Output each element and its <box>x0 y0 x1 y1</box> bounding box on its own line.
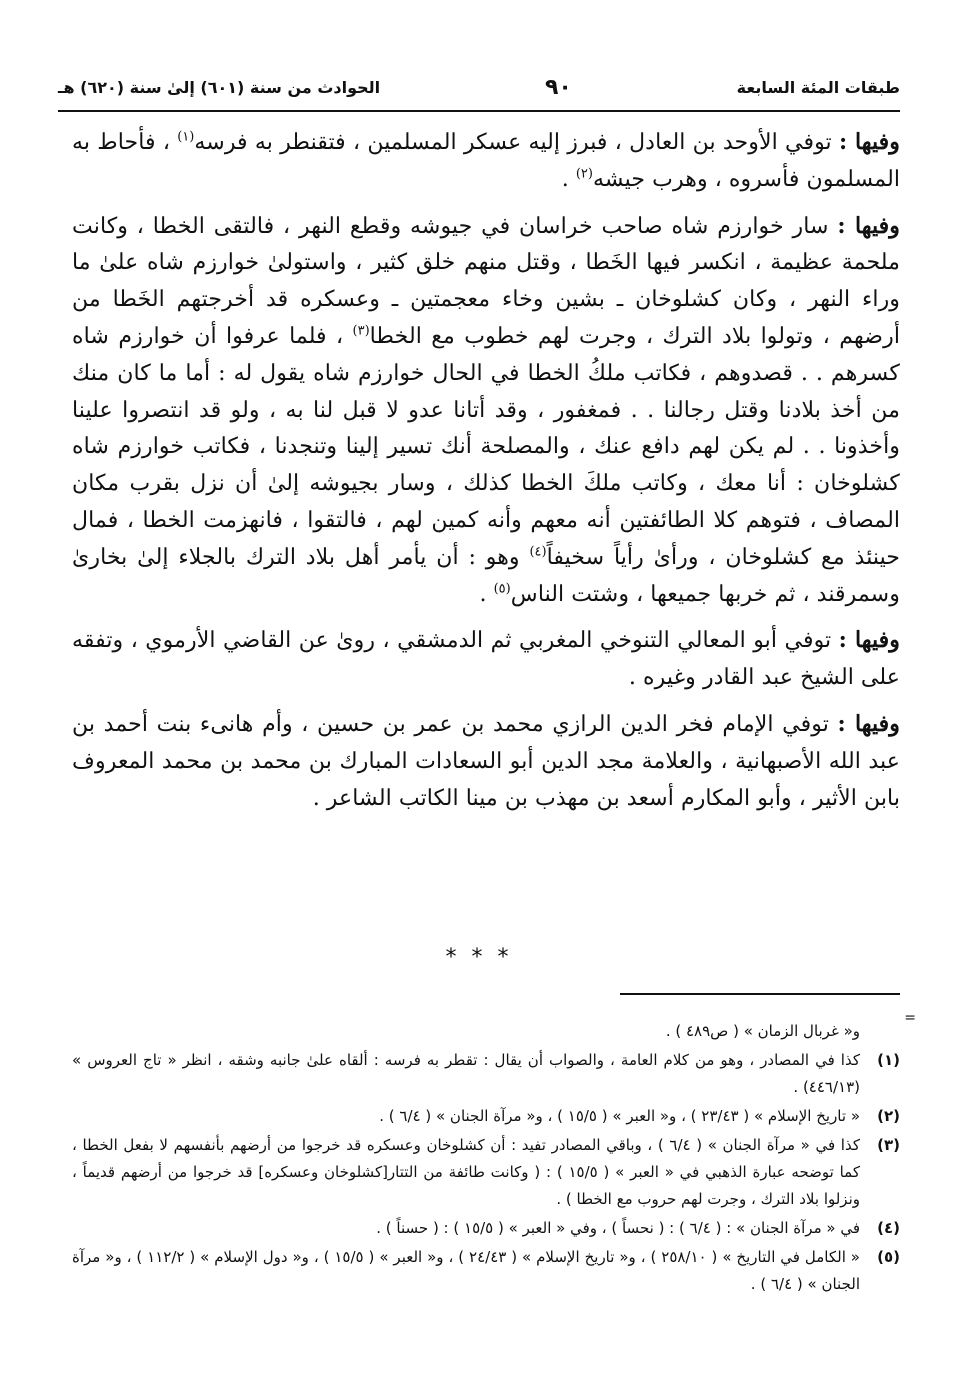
footnote-ref: (٣) <box>352 323 370 339</box>
footnote-text: في « مرآة الجنان » : ( ٦/٤ ) : ( نحساً ) ، وفي « العبر » ( ١٥/٥ ) : ( حسناً ) . <box>376 1219 860 1237</box>
paragraph-3 <box>72 622 900 696</box>
paragraph-1 <box>72 124 900 198</box>
header-book-title: طبقات المئة السابعة <box>736 77 900 97</box>
paragraph-lead: وفيها : <box>838 627 900 654</box>
footnote-number: (٢) <box>877 1107 900 1125</box>
paragraph-text: . <box>561 165 576 192</box>
footnote-ref: (٥) <box>493 581 511 597</box>
footnote <box>72 1244 900 1298</box>
paragraph-text: توفي الأوحد بن العادل ، فبرز إليه عسكر المسلمين ، فتقنطر به فرسه <box>194 129 839 155</box>
footnote-text: « الكامل في التاريخ » ( ٢٥٨/١٠ ) ، و« تاريخ الإسلام » ( ٢٤/٤٣ ) ، و« العبر » ( ١٥/٥ ) ، و« دول الإسلام » ( ١١٢/٢ ) ، و« مرآة الجنان » ( ٦/٤ ) . <box>72 1248 860 1293</box>
footnote-continuation-marker: = <box>904 1010 916 1026</box>
footnote-ref: (١) <box>177 129 195 145</box>
footnote-continuation: و« غربال الزمان » ( ص٤٨٩ ) . <box>665 1022 860 1040</box>
paragraph-text: ، فأحاط به المسلمون فأسروه ، وهرب جيشه <box>72 129 900 192</box>
paragraph-text: سار خوارزم شاه صاحب خراسان في جيوشه وقطع النهر ، فالتقى الخطا ، وكانت ملحمة عظيمة ، انكسر فيها الخَطا ، وقتل منهم خلق كثير ، واستولىٰ خوارزم شاه علىٰ ما وراء النهر ، وكان كشلوخان ـ بشين وخاء معجمتين ـ وعسكره قد أخرجتهم الخَطا من أرضهم ، وتولوا بلاد الترك ، وجرت لهم خطوب مع الخطا <box>72 212 900 349</box>
footnote-text: كذا في « مرآة الجنان » ( ٦/٤ ) ، وباقي المصادر تفيد : أن كشلوخان وعسكره قد خرجوا من أرضهم بأنفسهم لا بفعل الخطا ، كما توضحه عبارة الذهبي في « العبر » ( ١٥/٥ ) : ( وكانت طائفة من التتار[كشلوخان وعسكره] قد خرجوا من أرضهم قديماً ، ونزلوا بلاد الترك ، وجرت لهم حروب مع الخطا ) . <box>72 1136 860 1208</box>
footnote-rule <box>620 993 900 995</box>
page-number: ٩٠ <box>544 74 572 100</box>
paragraph-text: وهو : أن يأمر أهل بلاد الترك بالجلاء إلىٰ بخارىٰ وسمرقند ، ثم خربها جميعها ، وشتت الناس <box>72 543 900 607</box>
footnote <box>72 1215 900 1242</box>
header-section-title: الحوادث من سنة (٦٠١) إلىٰ سنة (٦٢٠) هـ <box>58 77 381 97</box>
paragraph-4 <box>72 706 900 816</box>
paragraph-text: توفي أبو المعالي التنوخي المغربي ثم الدمشقي ، روىٰ عن القاضي الأرموي ، وتفقه على الشيخ عبد القادر وغيره . <box>72 627 900 691</box>
footnote-number: (٣) <box>877 1136 900 1154</box>
footnote-number: (١) <box>877 1051 900 1069</box>
paragraph-lead: وفيها : <box>837 212 900 239</box>
paragraph-text: ، فلما عرفوا أن خوارزم شاه كسرهم . . قصدوهم ، فكاتب ملكُ الخطا في الحال خوارزم شاه يقول له : أما ما كان منك من أخذ بلادنا وقتل رجالنا . . فمغفور ، وقد أتانا عدو لا قبل لنا به ، ولو قد انتصروا علينا وأخذونا . . لم يكن لهم دافع عنك ، والمصلحة أنك تسير إلينا وتنجدنا ، فكاتب خوارزم شاه كشلوخان : أنا معك ، وكاتب ملكَ الخطا كذلك ، وسار بجيوشه إلىٰ أن نزل بقرب مكان المصاف ، فتوهم كلا الطائفتين أنه معهم وأنه كمين لهم ، فالتقوا ، فانهزمت الخطا ، فمال حينئذ مع كشلوخان ، ورأىٰ رأياً سخيفاً <box>72 322 901 570</box>
footnote <box>72 1132 900 1213</box>
header-rule <box>58 110 900 112</box>
footnote-text: « تاريخ الإسلام » ( ٢٣/٤٣ ) ، و« العبر » ( ١٥/٥ ) ، و« مرآة الجنان » ( ٦/٤ ) . <box>379 1107 860 1125</box>
footnote-number: (٤) <box>877 1219 900 1237</box>
paragraph-text: توفي الإمام فخر الدين الرازي محمد بن عمر بن حسين ، وأم هانىء بنت أحمد بن عبد الله الأصبهانية ، والعلامة مجد الدين أبو السعادات المبارك بن محمد بن محمد المعروف بابن الأثير ، وأبو المكارم أسعد بن مهذب بن مينا الكاتب الشاعر . <box>72 710 900 811</box>
footnote-number: (٥) <box>877 1248 900 1266</box>
main-text <box>72 124 900 826</box>
running-header <box>58 70 900 104</box>
footnote-ref: (٢) <box>575 166 593 182</box>
paragraph-lead: وفيها : <box>838 129 900 155</box>
footnote <box>72 1047 900 1101</box>
paragraph-lead: وفيها : <box>837 710 900 737</box>
footnote-text: كذا في المصادر ، وهو من كلام العامة ، والصواب أن يقال : تقطر به فرسه : ألقاه علىٰ جانبه وشقه ، انظر « تاج العروس » (٤٤٦/١٣) . <box>72 1051 860 1096</box>
section-separator: * * * <box>445 945 513 970</box>
footnote <box>72 1103 900 1130</box>
footnotes <box>72 1018 900 1300</box>
footnote-ref: (٤) <box>529 544 547 560</box>
paragraph-text: . <box>479 580 494 607</box>
paragraph-2 <box>72 208 900 613</box>
